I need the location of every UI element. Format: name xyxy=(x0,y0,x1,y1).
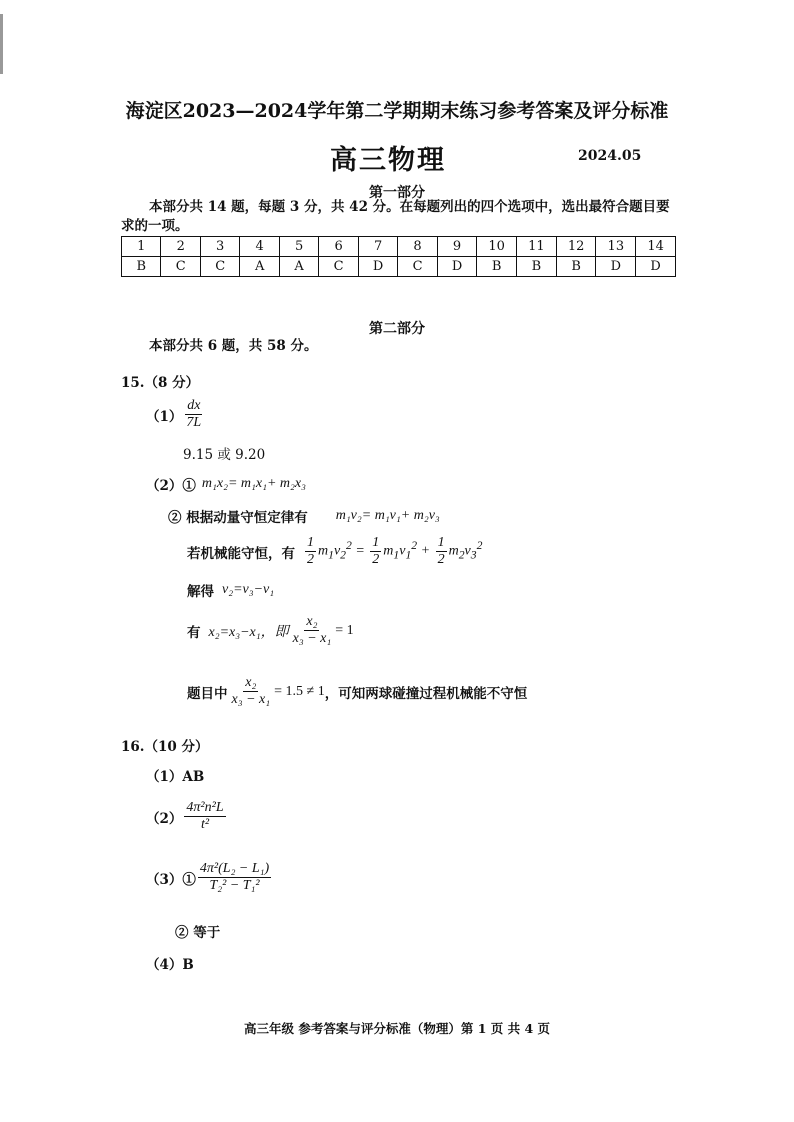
answer-cell: B xyxy=(556,257,596,277)
q15-step3 xyxy=(187,535,482,568)
q15-part1-fraction xyxy=(184,398,203,431)
q16-part3-numerator: 4π²(L₂ − L₁) xyxy=(199,861,270,876)
answer-table xyxy=(121,236,676,277)
q15-step3-prefix: 若机械能守恒，有 xyxy=(187,545,295,562)
answer-cell: C xyxy=(398,257,437,277)
answer-cell: C xyxy=(161,257,200,277)
q15-part2 xyxy=(146,474,306,494)
q16-part2-label: （2） xyxy=(146,810,183,827)
question-number-cell: 14 xyxy=(636,237,676,257)
question-number-cell: 3 xyxy=(200,237,239,257)
answer-cell: B xyxy=(517,257,557,277)
question-number-cell: 4 xyxy=(240,237,279,257)
question-number-cell: 6 xyxy=(319,237,358,257)
question-number-cell: 1 xyxy=(122,237,161,257)
q15-heading: 15.（8 分） xyxy=(121,375,200,391)
q15-range: 9.15 或 9.20 xyxy=(183,447,266,463)
q15-step4-label: 解得 xyxy=(187,584,214,600)
q16-part3 xyxy=(146,861,273,894)
exam-date: 2024.05 xyxy=(578,148,642,164)
question-number-cell: 5 xyxy=(279,237,318,257)
q15-step4 xyxy=(187,580,274,600)
q15-step5-rhs: = 1 xyxy=(335,622,354,638)
answer-cell: D xyxy=(636,257,676,277)
question-number-cell: 10 xyxy=(477,237,517,257)
answer-cell: B xyxy=(477,257,517,277)
answer-cell: D xyxy=(358,257,398,277)
q15-step2-label: ② 根据动量守恒定律有 xyxy=(168,510,308,526)
q15-step2-equation: m₁v₂= m₁v₁+ m₂v₃ xyxy=(335,508,440,523)
answer-row xyxy=(122,257,676,277)
scan-edge-mark xyxy=(0,14,3,74)
q16-part4: （4）B xyxy=(146,957,194,973)
q15-step5-fraction xyxy=(291,614,334,647)
q16-heading: 16.（10 分） xyxy=(121,739,209,755)
q15-step5-numerator: x₂ xyxy=(306,614,318,629)
q15-step5 xyxy=(187,614,354,647)
answer-cell: C xyxy=(200,257,239,277)
q16-part1: （1）AB xyxy=(146,769,205,785)
part1-title: 第一部分 xyxy=(369,185,425,201)
q15-step5-denominator: x₃ − x₁ xyxy=(292,631,332,646)
q15-part1-label: （1） xyxy=(146,408,183,425)
q16-part2-denominator: t² xyxy=(200,817,210,832)
answer-cell: A xyxy=(240,257,279,277)
subject-title: 高三物理 xyxy=(330,145,446,176)
q15-part1-numerator: dx xyxy=(187,398,201,413)
q15-step6-prefix: 题目中 xyxy=(187,685,228,702)
q16-part2 xyxy=(146,800,228,833)
question-number-cell: 7 xyxy=(358,237,398,257)
q15-step4-equation: v₂=v₃−v₁ xyxy=(222,582,275,597)
q15-part2-equation: m₁x₂= m₁x₁+ m₂x₃ xyxy=(201,476,306,491)
question-number-cell: 13 xyxy=(596,237,636,257)
energy-equation: $\frac{1}{2}$ $m_1v_2^2$ = $\frac{1}{2}$ $m_1v_1^2$ + $\frac{1}{2}$ $m_2v_3^2$ xyxy=(307,535,483,567)
q15-step5-equation: x₂=x₃−x₁，即 xyxy=(208,624,289,640)
q15-step6-denominator: x₃ − x₁ xyxy=(231,692,271,707)
q15-part2-label: （2）① xyxy=(146,478,196,494)
answer-cell: A xyxy=(279,257,318,277)
question-number-cell: 9 xyxy=(437,237,477,257)
q16-part3b: ② 等于 xyxy=(175,925,221,941)
q15-step6-suffix: ，可知两球碰撞过程机械能不守恒 xyxy=(324,685,528,702)
answer-cell: B xyxy=(122,257,161,277)
document-title: 海淀区2023—2024学年第二学期期末练习参考答案及评分标准 xyxy=(125,100,669,122)
answer-cell: D xyxy=(437,257,477,277)
q15-step6-fraction xyxy=(230,675,273,708)
part2-intro: 本部分共 6 题，共 58 分。 xyxy=(149,338,318,354)
q15-part1-denominator: 7L xyxy=(186,415,202,430)
q15-step6-numerator: x₂ xyxy=(245,675,257,690)
q15-step2 xyxy=(168,506,440,526)
q16-part3-denominator: T₂² − T₁² xyxy=(209,878,260,893)
part1-intro: 本部分共 14 题，每题 3 分，共 42 分。在每题列出的四个选项中，选出最符合题目要求的一项。 xyxy=(121,199,670,234)
part2-title: 第二部分 xyxy=(369,321,425,337)
question-number-cell: 11 xyxy=(517,237,557,257)
question-number-cell: 12 xyxy=(556,237,596,257)
question-number-cell: 2 xyxy=(161,237,200,257)
question-number-row xyxy=(122,237,676,257)
q15-part1 xyxy=(146,398,205,431)
question-number-cell: 8 xyxy=(398,237,437,257)
q16-part2-numerator: 4π²n²L xyxy=(186,800,224,815)
q16-part3-label: （3）① xyxy=(146,871,196,888)
q15-step5-prefix: 有 xyxy=(187,624,201,641)
answer-cell: D xyxy=(596,257,636,277)
q16-part2-fraction xyxy=(184,800,225,833)
q16-part3-fraction xyxy=(198,861,271,894)
q15-step6-rhs: = 1.5 ≠ 1 xyxy=(274,683,325,699)
answer-cell: C xyxy=(319,257,358,277)
q15-step6 xyxy=(187,675,527,708)
page-footer: 高三年级 参考答案与评分标准（物理）第 1 页 共 4 页 xyxy=(243,1021,550,1036)
